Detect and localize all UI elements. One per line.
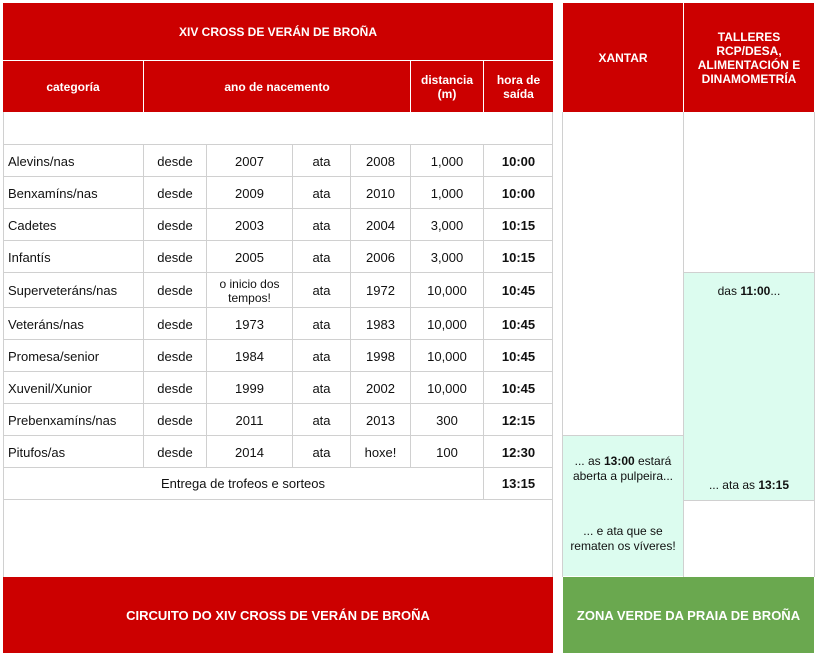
desde-cell: desde [157,380,193,396]
category-cell: Veteráns/nas [8,316,84,332]
talleres-header: TALLERES RCP/DESA, ALIMENTACIÓN E DINAMOMETRÍA [684,3,814,112]
category-cell: Xuvenil/Xunior [8,380,92,396]
start-time-cell: 12:30 [501,444,536,460]
category-cell: Cadetes [8,217,57,233]
distance-cell: 300 [436,412,458,428]
desde-cell: desde [157,185,193,201]
category-cell: Alevins/nas [8,153,75,169]
grid-line [684,500,814,501]
from-year-cell: 1984 [235,348,264,364]
desde-cell: desde [157,348,193,364]
distance-cell: 10,000 [427,316,467,332]
to-year-cell: 2004 [366,217,395,233]
xantar-closing-note: ... e ata que se rematen os víveres! [570,524,676,553]
ata-cell: ata [312,283,331,298]
talleres-end-note: ... ata as 13:15 [708,477,790,492]
xantar-opening-note: ... as 13:00 estará aberta a pulpeira... [572,454,674,483]
distance-cell: 3,000 [430,217,464,233]
start-time-cell: 10:45 [501,348,536,364]
ata-cell: ata [312,316,331,332]
circuit-footer: CIRCUITO DO XIV CROSS DE VERÁN DE BROÑA [3,577,553,653]
distance-cell: 3,000 [430,249,464,265]
column-header-hora-de-saida: hora de saída [484,61,553,112]
category-cell: Pitufos/as [8,444,66,460]
to-year-cell: hoxe! [364,444,397,460]
to-year-cell: 1972 [366,283,395,298]
talleres-start-note: das 11:00... [717,283,781,298]
start-time-cell: 10:45 [501,380,536,396]
page-title: XIV CROSS DE VERÁN DE BROÑA [178,24,378,39]
desde-cell: desde [157,249,193,265]
ata-cell: ata [312,412,331,428]
trophies-time: 13:15 [501,476,536,491]
from-year-cell: 2005 [235,249,264,265]
grid-line [563,435,683,436]
talleres-time-span [684,272,814,500]
distance-cell: 10,000 [427,348,467,364]
to-year-cell: 1983 [366,316,395,332]
ata-cell: ata [312,249,331,265]
column-header-categoria: categoría [3,61,143,112]
start-time-cell: 10:45 [501,283,536,298]
column-header-ano-de-nacemento: ano de nacemento [144,61,410,112]
from-year-cell: 2003 [235,217,264,233]
title-banner [3,3,553,60]
from-year-cell: 2009 [235,185,264,201]
to-year-cell: 2008 [366,153,395,169]
desde-cell: desde [157,444,193,460]
from-year-cell: 1999 [235,380,264,396]
to-year-cell: 1998 [366,348,395,364]
ata-cell: ata [312,153,331,169]
start-time-cell: 10:45 [501,316,536,332]
start-time-cell: 10:00 [501,153,536,169]
from-year-cell: 2007 [235,153,264,169]
start-time-cell: 10:15 [501,249,536,265]
from-year-cell: o inicio dos tempos! [219,276,280,305]
desde-cell: desde [157,217,193,233]
grid-line [814,112,815,577]
category-cell: Infantís [8,249,51,265]
desde-cell: desde [157,412,193,428]
grid-line [3,499,553,500]
ata-cell: ata [312,217,331,233]
to-year-cell: 2006 [366,249,395,265]
trophies-label: Entrega de trofeos e sorteos [160,476,326,491]
from-year-cell: 2014 [235,444,264,460]
desde-cell: desde [157,153,193,169]
green-zone-footer: ZONA VERDE DA PRAIA DE BROÑA [563,577,814,653]
ata-cell: ata [312,444,331,460]
ata-cell: ata [312,185,331,201]
distance-cell: 1,000 [430,185,464,201]
ata-cell: ata [312,348,331,364]
grid-line [683,112,684,577]
category-cell: Superveteráns/nas [8,283,118,298]
grid-line [562,112,563,577]
category-cell: Benxamíns/nas [8,185,98,201]
from-year-cell: 1973 [235,316,264,332]
start-time-cell: 10:00 [501,185,536,201]
start-time-cell: 12:15 [501,412,536,428]
to-year-cell: 2010 [366,185,395,201]
to-year-cell: 2013 [366,412,395,428]
desde-cell: desde [157,283,193,298]
desde-cell: desde [157,316,193,332]
distance-cell: 1,000 [430,153,464,169]
distance-cell: 10,000 [427,283,467,298]
grid-line [684,272,814,273]
to-year-cell: 2002 [366,380,395,396]
ata-cell: ata [312,380,331,396]
category-cell: Prebenxamíns/nas [8,412,117,428]
distance-cell: 10,000 [427,380,467,396]
from-year-cell: 2011 [235,412,264,428]
column-header-distancia: distancia (m) [411,61,483,112]
category-cell: Promesa/senior [8,348,100,364]
start-time-cell: 10:15 [501,217,536,233]
xantar-header: XANTAR [563,3,683,112]
distance-cell: 100 [436,444,458,460]
